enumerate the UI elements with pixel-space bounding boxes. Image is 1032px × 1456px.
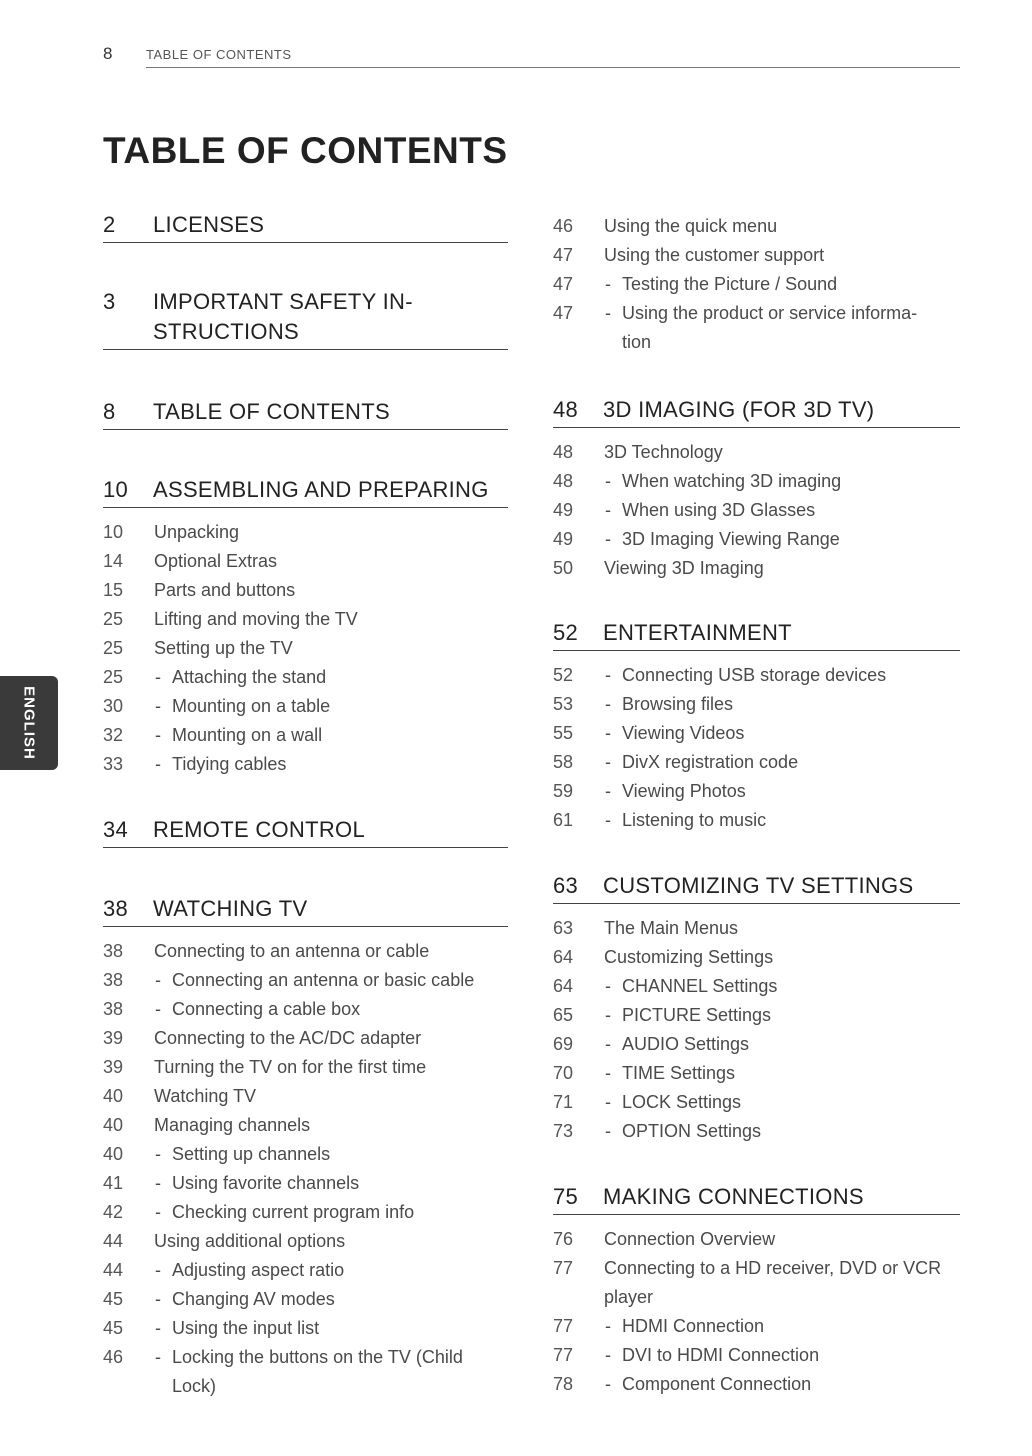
toc-item[interactable] — [553, 212, 960, 241]
dash-bullet: - — [605, 723, 611, 743]
item-label: Using the customer support — [604, 245, 825, 265]
section-page-number: 8 — [103, 399, 116, 424]
item-label: Listening to music — [622, 810, 767, 830]
toc-section — [103, 475, 508, 779]
item-label: Using favorite channels — [172, 1173, 360, 1193]
item-page-number: 48 — [553, 442, 574, 462]
item-label: Managing channels — [154, 1115, 311, 1135]
item-page-number: 38 — [103, 970, 124, 990]
toc-item[interactable] — [103, 1024, 508, 1053]
section-title: MAKING CONNECTIONS — [603, 1184, 864, 1209]
language-tab-label: ENGLISH — [20, 686, 38, 760]
dash-bullet: - — [155, 1289, 161, 1309]
item-page-number: 50 — [553, 558, 574, 578]
section-title: CUSTOMIZING TV SETTINGS — [603, 873, 914, 898]
section-heading[interactable] — [553, 618, 960, 651]
item-label: Connection Overview — [604, 1229, 776, 1249]
toc-section — [103, 397, 508, 440]
item-label: Viewing Photos — [622, 781, 746, 801]
item-page-number: 33 — [103, 754, 124, 774]
item-page-number: 71 — [553, 1092, 574, 1112]
toc-subitem[interactable] — [103, 750, 508, 779]
item-label: Checking current program info — [172, 1202, 415, 1222]
dash-bullet: - — [605, 1063, 611, 1083]
item-label: Connecting an antenna or basic cable — [172, 970, 475, 990]
dash-bullet: - — [605, 529, 611, 549]
section-title: REMOTE CONTROL — [153, 817, 365, 842]
section-heading[interactable] — [103, 397, 508, 430]
language-tab — [0, 676, 58, 770]
dash-bullet: - — [605, 1092, 611, 1112]
item-page-number: 49 — [553, 500, 574, 520]
item-label: Lifting and moving the TV — [154, 609, 358, 629]
toc-subitem[interactable] — [553, 1088, 960, 1117]
item-label: Attaching the stand — [172, 667, 327, 687]
item-label: TIME Settings — [622, 1063, 736, 1083]
dash-bullet: - — [605, 274, 611, 294]
header-rule — [146, 67, 960, 68]
item-page-number: 49 — [553, 529, 574, 549]
toc-item[interactable] — [553, 241, 960, 270]
dash-bullet: - — [605, 1121, 611, 1141]
dash-bullet: - — [155, 725, 161, 745]
dash-bullet: - — [605, 1345, 611, 1365]
item-page-number: 42 — [103, 1202, 124, 1222]
toc-subitem[interactable] — [553, 525, 960, 554]
item-page-number: 25 — [103, 638, 124, 658]
toc-subitem[interactable] — [553, 1030, 960, 1059]
toc-subitem[interactable] — [103, 663, 508, 692]
section-title: ASSEMBLING AND PREPARING — [153, 477, 489, 502]
toc-item[interactable] — [103, 1053, 508, 1082]
section-heading[interactable] — [103, 210, 508, 243]
toc-item[interactable] — [103, 518, 508, 547]
item-page-number: 53 — [553, 694, 574, 714]
toc-subitem[interactable] — [553, 661, 960, 690]
item-label: Connecting a cable box — [172, 999, 361, 1019]
item-label: Mounting on a wall — [172, 725, 323, 745]
toc-subitem[interactable] — [553, 777, 960, 806]
dash-bullet: - — [155, 1260, 161, 1280]
item-page-number: 55 — [553, 723, 574, 743]
section-heading[interactable] — [553, 871, 960, 904]
item-page-number: 58 — [553, 752, 574, 772]
item-label: Watching TV — [154, 1086, 257, 1106]
dash-bullet: - — [605, 471, 611, 491]
item-label: Connecting USB storage devices — [622, 665, 887, 685]
section-heading[interactable] — [553, 1182, 960, 1215]
dash-bullet: - — [605, 303, 611, 323]
toc-subitem[interactable] — [553, 1059, 960, 1088]
item-label: Tidying cables — [172, 754, 287, 774]
item-label: DivX registration code — [622, 752, 799, 772]
toc-section — [103, 815, 508, 858]
item-label: Using the input list — [172, 1318, 320, 1338]
item-page-number: 52 — [553, 665, 574, 685]
section-page-number: 75 — [553, 1184, 579, 1209]
dash-bullet: - — [605, 500, 611, 520]
item-page-number: 38 — [103, 941, 124, 961]
dash-bullet: - — [605, 1374, 611, 1394]
dash-bullet: - — [605, 1316, 611, 1336]
section-page-number: 63 — [553, 873, 579, 898]
item-page-number: 45 — [103, 1318, 124, 1338]
item-page-number: 78 — [553, 1374, 574, 1394]
section-title: ENTERTAINMENT — [603, 620, 792, 645]
toc-subitem[interactable] — [103, 1256, 508, 1285]
toc-section — [553, 871, 960, 1146]
item-label: Locking the buttons on the TV (Child Lock) — [172, 1347, 463, 1396]
toc-subitem[interactable] — [553, 1001, 960, 1030]
section-heading[interactable] — [553, 395, 960, 428]
section-heading[interactable] — [103, 815, 508, 848]
toc-subitem[interactable] — [103, 1140, 508, 1169]
dash-bullet: - — [155, 1173, 161, 1193]
toc-subitem[interactable] — [103, 1285, 508, 1314]
header-section-title: TABLE OF CONTENTS — [146, 47, 292, 62]
item-label: Mounting on a table — [172, 696, 331, 716]
item-label: Changing AV modes — [172, 1289, 335, 1309]
item-label: Setting up the TV — [154, 638, 293, 658]
toc-section — [103, 287, 508, 360]
toc-subitem[interactable] — [553, 972, 960, 1001]
item-page-number: 77 — [553, 1345, 574, 1365]
toc-subitem[interactable] — [553, 496, 960, 525]
dash-bullet: - — [155, 754, 161, 774]
item-page-number: 30 — [103, 696, 124, 716]
section-page-number: 2 — [103, 212, 116, 237]
toc-subitem[interactable] — [103, 1343, 508, 1401]
item-page-number: 10 — [103, 522, 124, 542]
item-page-number: 59 — [553, 781, 574, 801]
toc-subitem[interactable] — [103, 966, 508, 995]
section-heading[interactable] — [103, 287, 508, 350]
item-page-number: 65 — [553, 1005, 574, 1025]
item-page-number: 61 — [553, 810, 574, 830]
toc-item[interactable] — [103, 1111, 508, 1140]
item-page-number: 47 — [553, 245, 574, 265]
item-label: Customizing Settings — [604, 947, 774, 967]
toc-item[interactable] — [103, 1082, 508, 1111]
toc-subitem[interactable] — [103, 995, 508, 1024]
item-label: 3D Technology — [604, 442, 723, 462]
toc-item[interactable] — [103, 547, 508, 576]
item-page-number: 44 — [103, 1260, 124, 1280]
section-page-number: 52 — [553, 620, 579, 645]
item-page-number: 63 — [553, 918, 574, 938]
item-page-number: 47 — [553, 303, 574, 323]
toc-subitem[interactable] — [553, 270, 960, 299]
dash-bullet: - — [605, 810, 611, 830]
dash-bullet: - — [155, 970, 161, 990]
section-page-number: 38 — [103, 896, 129, 921]
item-label: The Main Menus — [604, 918, 739, 938]
item-label: Adjusting aspect ratio — [172, 1260, 345, 1280]
item-label: Component Connection — [622, 1374, 812, 1394]
toc-subitem[interactable] — [553, 748, 960, 777]
toc-item[interactable] — [553, 1254, 960, 1312]
dash-bullet: - — [605, 976, 611, 996]
section-heading[interactable] — [103, 894, 508, 927]
item-label: Optional Extras — [154, 551, 278, 571]
section-page-number: 3 — [103, 289, 116, 314]
item-label: Connecting to the AC/DC adapter — [154, 1028, 422, 1048]
toc-item[interactable] — [103, 1227, 508, 1256]
toc-subitem[interactable] — [103, 1198, 508, 1227]
item-page-number: 45 — [103, 1289, 124, 1309]
toc-section — [553, 395, 960, 583]
section-page-number: 48 — [553, 397, 579, 422]
item-label: Setting up channels — [172, 1144, 331, 1164]
page-title: TABLE OF CONTENTS — [103, 130, 508, 171]
item-label: LOCK Settings — [622, 1092, 742, 1112]
item-page-number: 40 — [103, 1115, 124, 1135]
section-title: LICENSES — [153, 212, 265, 237]
item-page-number: 46 — [103, 1347, 124, 1367]
item-label: When watching 3D imaging — [622, 471, 842, 491]
item-page-number: 64 — [553, 976, 574, 996]
toc-subitem[interactable] — [553, 1117, 960, 1146]
toc-subitem[interactable] — [553, 467, 960, 496]
item-label: When using 3D Glasses — [622, 500, 816, 520]
item-page-number: 77 — [553, 1258, 574, 1278]
item-label: Connecting to a HD receiver, DVD or VCR player — [604, 1258, 942, 1307]
item-label: OPTION Settings — [622, 1121, 762, 1141]
item-page-number: 44 — [103, 1231, 124, 1251]
section-title: IMPORTANT SAFETY IN- STRUCTIONS — [153, 289, 413, 344]
toc-subitem[interactable] — [553, 719, 960, 748]
dash-bullet: - — [155, 1347, 161, 1367]
item-page-number: 25 — [103, 667, 124, 687]
toc-subitem[interactable] — [553, 806, 960, 835]
dash-bullet: - — [155, 1202, 161, 1222]
item-page-number: 25 — [103, 609, 124, 629]
toc-subitem[interactable] — [553, 1341, 960, 1370]
item-label: Using additional options — [154, 1231, 346, 1251]
dash-bullet: - — [605, 752, 611, 772]
dash-bullet: - — [155, 1318, 161, 1338]
item-label: CHANNEL Settings — [622, 976, 778, 996]
dash-bullet: - — [155, 999, 161, 1019]
toc-subitem[interactable] — [103, 1314, 508, 1343]
item-page-number: 69 — [553, 1034, 574, 1054]
toc-item[interactable] — [553, 914, 960, 943]
item-page-number: 15 — [103, 580, 124, 600]
toc-item[interactable] — [103, 634, 508, 663]
toc-subitem[interactable] — [103, 692, 508, 721]
item-page-number: 64 — [553, 947, 574, 967]
item-page-number: 46 — [553, 216, 574, 236]
toc-subitem[interactable] — [553, 690, 960, 719]
toc-section — [103, 894, 508, 1401]
item-label: Using the quick menu — [604, 216, 778, 236]
toc-section — [103, 210, 508, 253]
item-page-number: 32 — [103, 725, 124, 745]
item-page-number: 38 — [103, 999, 124, 1019]
toc-item[interactable] — [103, 937, 508, 966]
item-label: HDMI Connection — [622, 1316, 765, 1336]
toc-subitem[interactable] — [103, 721, 508, 750]
section-title: 3D IMAGING (FOR 3D TV) — [603, 397, 875, 422]
item-label: PICTURE Settings — [622, 1005, 772, 1025]
item-page-number: 73 — [553, 1121, 574, 1141]
toc-section — [553, 618, 960, 835]
toc-item[interactable] — [553, 438, 960, 467]
toc-item[interactable] — [553, 943, 960, 972]
item-label: Viewing 3D Imaging — [604, 558, 764, 578]
item-page-number: 47 — [553, 274, 574, 294]
toc-section — [553, 1182, 960, 1399]
dash-bullet: - — [155, 667, 161, 687]
item-page-number: 39 — [103, 1028, 124, 1048]
toc-subitem[interactable] — [553, 1370, 960, 1399]
section-page-number: 10 — [103, 477, 129, 502]
toc-subitem[interactable] — [553, 1312, 960, 1341]
item-label: Browsing files — [622, 694, 734, 714]
section-title: TABLE OF CONTENTS — [153, 399, 390, 424]
item-label: Unpacking — [154, 522, 240, 542]
header-page-number: 8 — [103, 44, 113, 63]
toc-item[interactable] — [103, 576, 508, 605]
dash-bullet: - — [155, 1144, 161, 1164]
item-page-number: 40 — [103, 1144, 124, 1164]
dash-bullet: - — [605, 1005, 611, 1025]
toc-item[interactable] — [553, 554, 960, 583]
section-title: WATCHING TV — [153, 896, 308, 921]
item-label: Testing the Picture / Sound — [622, 274, 838, 294]
item-page-number: 40 — [103, 1086, 124, 1106]
dash-bullet: - — [605, 665, 611, 685]
dash-bullet: - — [155, 696, 161, 716]
item-label: Parts and buttons — [154, 580, 296, 600]
item-label: 3D Imaging Viewing Range — [622, 529, 840, 549]
item-page-number: 41 — [103, 1173, 124, 1193]
item-page-number: 14 — [103, 551, 124, 571]
item-label: Using the product or service informa- tion — [622, 303, 918, 352]
section-heading[interactable] — [103, 475, 508, 508]
dash-bullet: - — [605, 694, 611, 714]
toc-item[interactable] — [103, 605, 508, 634]
toc-subitem[interactable] — [103, 1169, 508, 1198]
item-page-number: 76 — [553, 1229, 574, 1249]
item-page-number: 77 — [553, 1316, 574, 1336]
dash-bullet: - — [605, 781, 611, 801]
dash-bullet: - — [605, 1034, 611, 1054]
item-page-number: 70 — [553, 1063, 574, 1083]
toc-item[interactable] — [553, 1225, 960, 1254]
section-page-number: 34 — [103, 817, 129, 842]
item-label: Connecting to an antenna or cable — [154, 941, 430, 961]
item-label: AUDIO Settings — [622, 1034, 750, 1054]
toc-section — [553, 212, 960, 357]
item-label: Viewing Videos — [622, 723, 745, 743]
toc-subitem[interactable] — [553, 299, 960, 357]
item-label: DVI to HDMI Connection — [622, 1345, 820, 1365]
item-label: Turning the TV on for the first time — [154, 1057, 427, 1077]
item-page-number: 48 — [553, 471, 574, 491]
item-page-number: 39 — [103, 1057, 124, 1077]
